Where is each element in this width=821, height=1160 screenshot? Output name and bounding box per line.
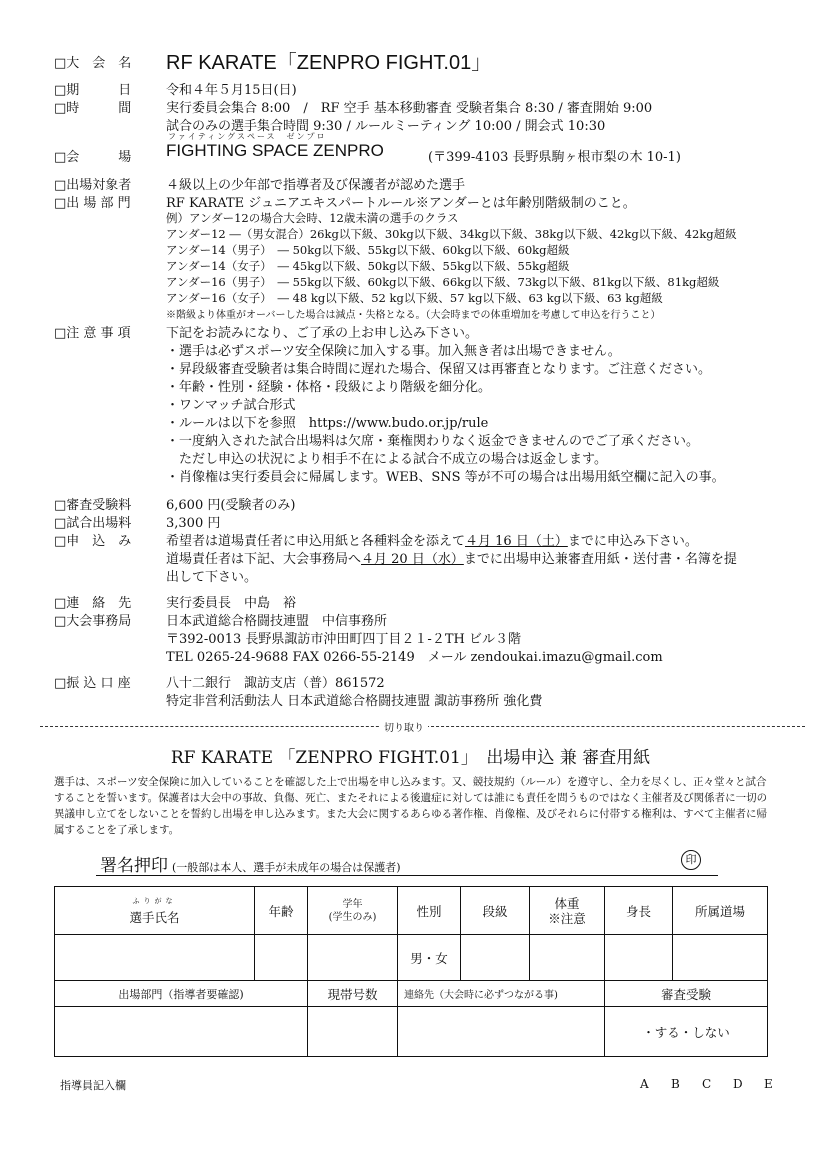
division-row: アンダー12 ―（男女混合）26kg以下級、30kg以下級、34kg以下級、38kg以下級、42kg以下級、42kg超級 <box>166 227 737 241</box>
note-item: ・一度納入された試合出場料は欠席・棄権関わりなく返金できませんのでご了承ください。 <box>166 434 700 449</box>
event-title: RF KARATE「ZENPRO FIGHT.01」 <box>166 52 492 74</box>
division-row: アンダー16（女子） ― 48 kg以下級、52 kg以下級、57 kg以下級、63 kg以下級、63 kg超級 <box>166 291 663 305</box>
apply-line-3: 出して下さい。 <box>166 570 258 585</box>
division-row: アンダー14（男子） ― 50kg以下級、55kg以下級、60kg以下級、60kg超級 <box>166 243 570 257</box>
apply-text: 道場責任者は下記、大会事務局へ <box>166 552 362 567</box>
date-label: □期 日 <box>54 83 132 98</box>
weight-cell[interactable] <box>530 935 605 981</box>
apply-line-2 <box>166 548 737 567</box>
note-item: ・年齢・性別・経験・体格・段級により階級を細分化。 <box>166 380 492 395</box>
signature-line[interactable] <box>96 875 718 876</box>
time-label: □時 間 <box>54 101 132 116</box>
grade-mark[interactable]: B <box>671 1077 680 1091</box>
rank-cell[interactable] <box>461 935 530 981</box>
name-header <box>55 887 255 935</box>
apply-line-1 <box>166 530 698 549</box>
dojo-header: 所属道場 <box>673 887 768 935</box>
signature-heading <box>100 851 401 876</box>
grade-mark[interactable]: A <box>640 1077 649 1091</box>
division-cell[interactable] <box>55 1007 308 1057</box>
apply-text: 希望者は道場責任者に申込用紙と各種料金を添えて <box>166 534 466 549</box>
cut-label: 切り取り <box>380 719 428 734</box>
note-item: ・ルールは以下を参照 https://www.budo.or.jp/rule <box>166 416 489 431</box>
table-row <box>55 1007 768 1057</box>
office-address: 〒392-0013 長野県諏訪市沖田町四丁目２１-２TH ビル３階 <box>166 632 521 647</box>
match-fee-value: 3,300 円 <box>166 516 221 531</box>
height-cell[interactable] <box>605 935 673 981</box>
age-header: 年齢 <box>255 887 308 935</box>
pledge-text: 選手は、スポーツ安全保険に加入していることを確認した上で出場を申し込みます。又、競技規約（ルール）を遵守し、全力を尽くし、正々堂々と試合することを誓います。保護者は大会中の事故、負傷、死亡、またそれによる後遺症に対しては誰にも責任を問うものではなく主催者及び関係者に一切の異議申し立てをしないことを誓約し出場を申し込みます。また大会に関するあらゆる著作権、肖像権、及びそれらに付帯する権利は、すべて主催者に帰属することを了承します。 <box>54 776 768 836</box>
exam-header: 審査受験 <box>605 981 768 1007</box>
contact-cell[interactable] <box>398 1007 605 1057</box>
contact-header: 連絡先（大会時に必ずつながる事) <box>398 981 605 1007</box>
division-header: 出場部門（指導者要確認) <box>55 981 308 1007</box>
notes-intro: 下記をお読みになり、ご了承の上お申し込み下さい。 <box>166 326 479 341</box>
grade-cell[interactable] <box>308 935 398 981</box>
instructor-label: 指導員記入欄 <box>60 1079 126 1092</box>
apply-deadline-1: ４月 16 日（土） <box>465 534 568 549</box>
office-label: □大会事務局 <box>54 614 132 629</box>
venue-address: (〒399-4103 長野県駒ヶ根市梨の木 10-1) <box>428 150 681 165</box>
note-item: ・選手は必ずスポーツ安全保険に加入する事。加入無き者は出場できません。 <box>166 344 621 359</box>
date-value: 令和４年５月15日(日) <box>166 83 297 98</box>
office-phone: TEL 0265-24-9688 FAX 0266-55-2149 メール zendoukai.imazu@gmail.com <box>166 650 663 665</box>
dojo-cell[interactable] <box>673 935 768 981</box>
apply-text: までに出場申込兼審査用紙・送付書・名簿を提 <box>463 552 737 567</box>
exam-fee-label: □審査受験料 <box>54 498 132 513</box>
bank-line-2: 特定非営利活動法人 日本武道総合格闘技連盟 諏訪事務所 強化費 <box>166 694 543 709</box>
name-ruby: ふりがな <box>132 896 177 905</box>
height-header: 身長 <box>605 887 673 935</box>
name-header-label: 選手氏名 <box>129 909 180 925</box>
divisions-example: 例）アンダー12の場合大会時、12歳未満の選手のクラス <box>166 211 459 225</box>
signature-note: (一般部は本人、選手が未成年の場合は保護者) <box>172 861 401 874</box>
contact-value: 実行委員長 中島 裕 <box>166 596 297 611</box>
match-fee-label: □試合出場料 <box>54 516 132 531</box>
rank-header: 段級 <box>461 887 530 935</box>
divisions-note: ※階級より体重がオーバーした場合は減点・失格となる。（大会時までの体重増加を考慮して申込を行うこと） <box>166 310 661 321</box>
division-row: アンダー14（女子） ― 45kg以下級、50kg以下級、55kg以下級、55kg超級 <box>166 259 570 273</box>
divisions-line-1: RF KARATE ジュニアエキスパートルール※アンダーとは年齢別階級制のこと。 <box>166 196 636 211</box>
grade-marks <box>640 1077 795 1091</box>
belt-cell[interactable] <box>308 1007 398 1057</box>
note-item: ただし申込の状況により相手不在による試合不成立の場合は返金します。 <box>166 452 607 467</box>
time-line-1: 実行委員会集合 8:00 / RF 空手 基本移動審査 受験者集合 8:30 / 審査開始 9:00 <box>166 101 653 116</box>
division-row: アンダー16（男子） ― 55kg以下級、60kg以下級、66kg以下級、73kg以下級、81kg以下級、81kg超級 <box>166 275 720 289</box>
weight-header-top: 体重 <box>554 895 580 911</box>
table-header-row <box>55 981 768 1007</box>
eligibility-value: ４級以上の少年部で指導者及び保護者が認めた選手 <box>166 178 466 193</box>
form-title: RF KARATE 「ZENPRO FIGHT.01」 出場申込 兼 審査用紙 <box>170 748 651 768</box>
event-label: □大 会 名 <box>54 56 132 71</box>
sex-header: 性別 <box>398 887 461 935</box>
office-name: 日本武道総合格闘技連盟 中信事務所 <box>166 614 388 629</box>
apply-label: □申 込 み <box>54 534 132 549</box>
weight-header-bottom: ※注意 <box>548 910 586 926</box>
contact-label: □連 絡 先 <box>54 596 132 611</box>
grade-header-bottom: (学生のみ) <box>328 911 377 923</box>
notes-label: □注 意 事 項 <box>54 326 131 341</box>
note-item: ・ワンマッチ試合形式 <box>166 398 296 413</box>
eligibility-label: □出場対象者 <box>54 178 132 193</box>
table-row <box>55 935 768 981</box>
exam-cell[interactable]: ・する・しない <box>605 1007 768 1057</box>
name-cell[interactable] <box>55 935 255 981</box>
apply-deadline-2: ４月 20 日（水） <box>361 552 464 567</box>
time-line-2: 試合のみの選手集合時間 9:30 / ルールミーティング 10:00 / 開会式 10:30 <box>166 119 606 134</box>
bank-line-1: 八十二銀行 諏訪支店（普）861572 <box>166 676 385 691</box>
grade-mark[interactable]: C <box>702 1077 712 1091</box>
seal-mark: 印 <box>681 850 701 870</box>
signature-label: 署名押印 <box>100 856 168 876</box>
venue-ruby: ファイティングスペース ゼンプロ <box>168 132 327 141</box>
bank-label: □振 込 口 座 <box>54 676 131 691</box>
venue-label: □会 場 <box>54 150 132 165</box>
sex-cell[interactable]: 男・女 <box>398 935 461 981</box>
divisions-label: □出 場 部 門 <box>54 196 131 211</box>
table-header-row <box>55 887 768 935</box>
age-cell[interactable] <box>255 935 308 981</box>
apply-text: までに申込み下さい。 <box>567 534 698 549</box>
note-item: ・肖像権は実行委員会に帰属します。WEB、SNS 等が不可の場合は出場用紙空欄に記入の事。 <box>166 470 725 485</box>
weight-header <box>530 887 605 935</box>
grade-header-top: 学年 <box>342 898 363 910</box>
venue-name: FIGHTING SPACE ZENPRO <box>166 141 384 160</box>
note-item: ・昇段級審査受験者は集合時間に遅れた場合、保留又は再審査となります。ご注意ください。 <box>166 362 711 377</box>
grade-mark[interactable]: D <box>733 1077 743 1091</box>
grade-mark[interactable]: E <box>764 1077 773 1091</box>
exam-fee-value: 6,600 円(受験者のみ) <box>166 498 296 513</box>
belt-header: 現帯号数 <box>308 981 398 1007</box>
grade-header <box>308 887 398 935</box>
entry-table <box>54 886 768 1057</box>
